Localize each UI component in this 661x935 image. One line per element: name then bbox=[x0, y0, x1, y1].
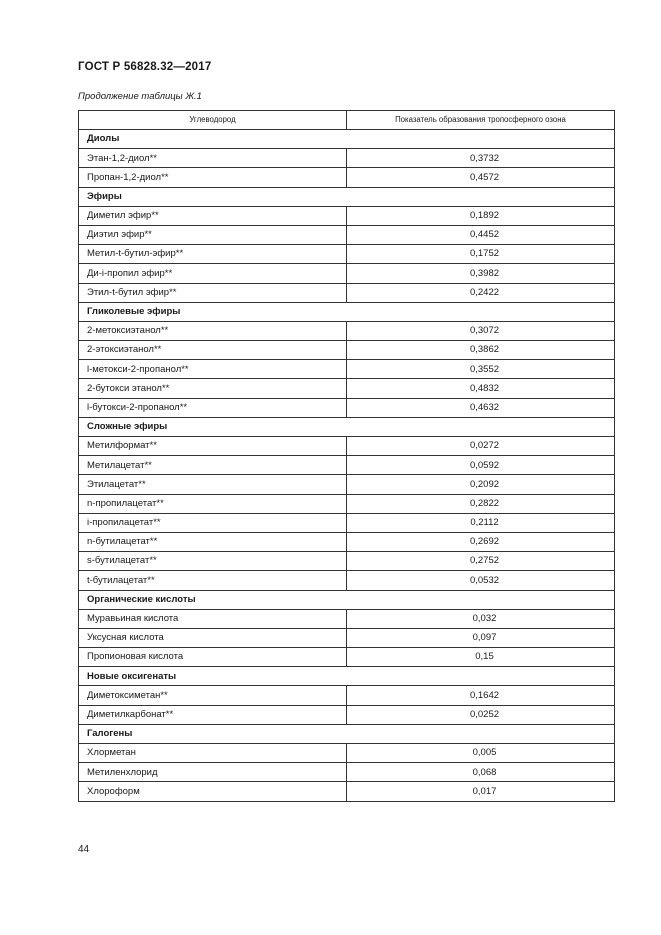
table-row bbox=[79, 609, 615, 628]
compound-name: s-бутилацетат** bbox=[79, 552, 347, 571]
compound-name: Диметилкарбонат** bbox=[79, 705, 347, 724]
section-row bbox=[79, 590, 615, 609]
compound-name: Метил-t-бутил-эфир** bbox=[79, 245, 347, 264]
table-row bbox=[79, 571, 615, 590]
compound-name: Этан-1,2-диол** bbox=[79, 149, 347, 168]
table-header-row bbox=[79, 111, 615, 130]
ozone-table bbox=[78, 110, 615, 802]
ozone-value: 0,3072 bbox=[347, 321, 615, 340]
section-row bbox=[79, 667, 615, 686]
compound-name: n-бутилацетат** bbox=[79, 532, 347, 551]
table-row bbox=[79, 264, 615, 283]
table-row bbox=[79, 628, 615, 647]
ozone-value: 0,1642 bbox=[347, 686, 615, 705]
compound-name: i-пропилацетат** bbox=[79, 513, 347, 532]
compound-name: t-бутилацетат** bbox=[79, 571, 347, 590]
ozone-value: 0,4832 bbox=[347, 379, 615, 398]
ozone-value: 0,068 bbox=[347, 763, 615, 782]
section-label: Диолы bbox=[79, 130, 615, 149]
header-hydrocarbon: Углеводород bbox=[79, 111, 347, 130]
table-row bbox=[79, 513, 615, 532]
ozone-value: 0,2092 bbox=[347, 475, 615, 494]
table-row bbox=[79, 705, 615, 724]
compound-name: Хлорметан bbox=[79, 744, 347, 763]
ozone-value: 0,4452 bbox=[347, 225, 615, 244]
table-row bbox=[79, 494, 615, 513]
ozone-value: 0,017 bbox=[347, 782, 615, 801]
section-label: Эфиры bbox=[79, 187, 615, 206]
table-row bbox=[79, 398, 615, 417]
ozone-value: 0,1752 bbox=[347, 245, 615, 264]
table-row bbox=[79, 532, 615, 551]
compound-name: l-метокси-2-пропанол** bbox=[79, 360, 347, 379]
ozone-value: 0,032 bbox=[347, 609, 615, 628]
ozone-value: 0,1892 bbox=[347, 206, 615, 225]
ozone-value: 0,3862 bbox=[347, 341, 615, 360]
compound-name: 2-бутокси этанол** bbox=[79, 379, 347, 398]
compound-name: Этил-t-бутил эфир** bbox=[79, 283, 347, 302]
section-label: Сложные эфиры bbox=[79, 417, 615, 436]
document-title: ГОСТ Р 56828.32—2017 bbox=[78, 61, 212, 73]
section-label: Галогены bbox=[79, 724, 615, 743]
compound-name: Метилацетат** bbox=[79, 456, 347, 475]
ozone-value: 0,005 bbox=[347, 744, 615, 763]
header-ozone-index: Показатель образования тропосферного озона bbox=[347, 111, 615, 130]
section-label: Органические кислоты bbox=[79, 590, 615, 609]
compound-name: Диметоксиметан** bbox=[79, 686, 347, 705]
compound-name: Пропан-1,2-диол** bbox=[79, 168, 347, 187]
section-row bbox=[79, 417, 615, 436]
table-row bbox=[79, 225, 615, 244]
ozone-value: 0,3732 bbox=[347, 149, 615, 168]
ozone-value: 0,2692 bbox=[347, 532, 615, 551]
table-row bbox=[79, 245, 615, 264]
ozone-value: 0,4572 bbox=[347, 168, 615, 187]
compound-name: Хлороформ bbox=[79, 782, 347, 801]
ozone-value: 0,3552 bbox=[347, 360, 615, 379]
ozone-value: 0,097 bbox=[347, 628, 615, 647]
table-row bbox=[79, 763, 615, 782]
table-row bbox=[79, 283, 615, 302]
ozone-value: 0,15 bbox=[347, 648, 615, 667]
compound-name: 2-этоксиэтанол** bbox=[79, 341, 347, 360]
ozone-value: 0,2822 bbox=[347, 494, 615, 513]
table-row bbox=[79, 782, 615, 801]
table-body bbox=[79, 130, 615, 802]
table-caption: Продолжение таблицы Ж.1 bbox=[78, 91, 202, 102]
ozone-value: 0,2422 bbox=[347, 283, 615, 302]
table-row bbox=[79, 744, 615, 763]
ozone-value: 0,3982 bbox=[347, 264, 615, 283]
ozone-value: 0,2112 bbox=[347, 513, 615, 532]
compound-name: l-бутокси-2-пропанол** bbox=[79, 398, 347, 417]
compound-name: Уксусная кислота bbox=[79, 628, 347, 647]
compound-name: n-пропилацетат** bbox=[79, 494, 347, 513]
compound-name: Муравьиная кислота bbox=[79, 609, 347, 628]
table-row bbox=[79, 379, 615, 398]
compound-name: Диметил эфир** bbox=[79, 206, 347, 225]
compound-name: Метилформат** bbox=[79, 437, 347, 456]
page-number: 44 bbox=[78, 844, 90, 855]
compound-name: Метиленхлорид bbox=[79, 763, 347, 782]
compound-name: 2-метоксиэтанол** bbox=[79, 321, 347, 340]
ozone-value: 0,0532 bbox=[347, 571, 615, 590]
compound-name: Диэтил эфир** bbox=[79, 225, 347, 244]
section-row bbox=[79, 724, 615, 743]
table-row bbox=[79, 341, 615, 360]
compound-name: Ди-i-пропил эфир** bbox=[79, 264, 347, 283]
table-row bbox=[79, 648, 615, 667]
ozone-value: 0,0252 bbox=[347, 705, 615, 724]
ozone-value: 0,0272 bbox=[347, 437, 615, 456]
table-row bbox=[79, 321, 615, 340]
ozone-value: 0,2752 bbox=[347, 552, 615, 571]
table-row bbox=[79, 456, 615, 475]
table-row bbox=[79, 168, 615, 187]
table-row bbox=[79, 437, 615, 456]
table-row bbox=[79, 552, 615, 571]
section-label: Новые оксигенаты bbox=[79, 667, 615, 686]
table-row bbox=[79, 475, 615, 494]
compound-name: Этилацетат** bbox=[79, 475, 347, 494]
ozone-value: 0,0592 bbox=[347, 456, 615, 475]
section-row bbox=[79, 302, 615, 321]
table-row bbox=[79, 206, 615, 225]
table-row bbox=[79, 360, 615, 379]
section-row bbox=[79, 187, 615, 206]
section-row bbox=[79, 130, 615, 149]
section-label: Гликолевые эфиры bbox=[79, 302, 615, 321]
table-row bbox=[79, 686, 615, 705]
ozone-value: 0,4632 bbox=[347, 398, 615, 417]
table-row bbox=[79, 149, 615, 168]
compound-name: Пропионовая кислота bbox=[79, 648, 347, 667]
